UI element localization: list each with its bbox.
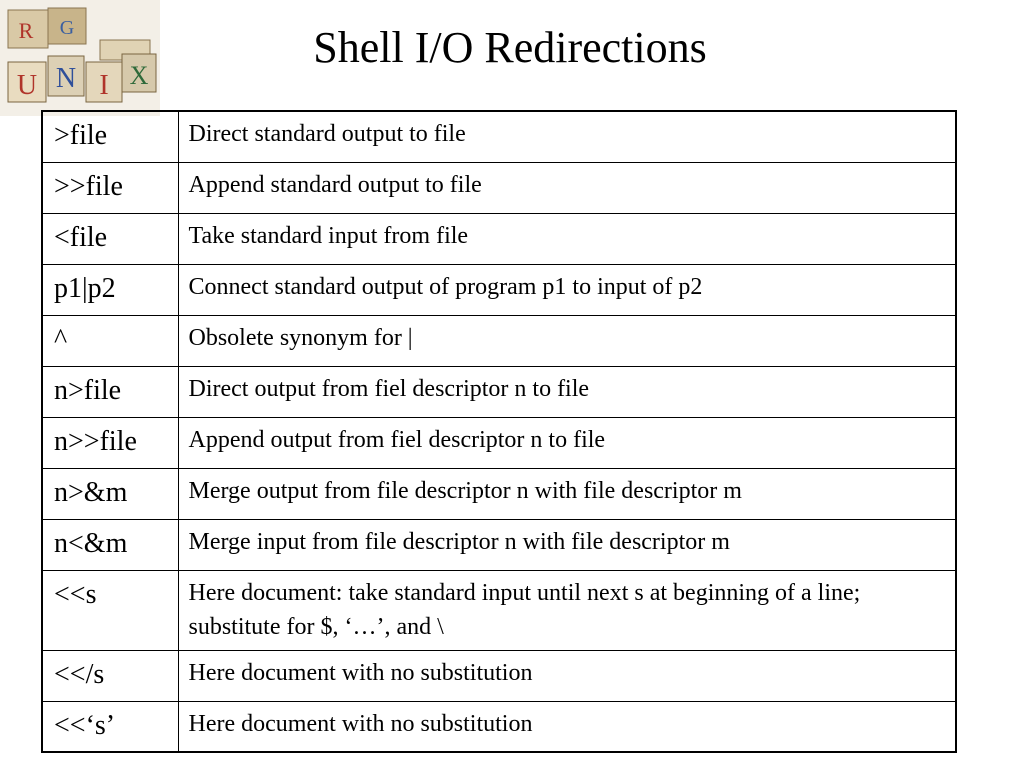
operator-cell: n>>file <box>42 417 178 468</box>
operator-cell: n<&m <box>42 519 178 570</box>
description-cell: Obsolete synonym for | <box>178 315 956 366</box>
redirection-table <box>41 110 957 753</box>
table-row <box>42 570 956 650</box>
description-cell: Here document with no substitution <box>178 650 956 701</box>
table-row <box>42 468 956 519</box>
description-cell: Append output from fiel descriptor n to file <box>178 417 956 468</box>
operator-cell: >file <box>42 111 178 162</box>
table-row <box>42 264 956 315</box>
table-row <box>42 213 956 264</box>
operator-cell: ^ <box>42 315 178 366</box>
unix-alphabet-blocks-icon <box>0 0 160 116</box>
table-row <box>42 417 956 468</box>
description-cell: Merge output from file descriptor n with file descriptor m <box>178 468 956 519</box>
table-row <box>42 366 956 417</box>
table-row <box>42 650 956 701</box>
description-cell: Direct output from fiel descriptor n to file <box>178 366 956 417</box>
description-cell: Merge input from file descriptor n with file descriptor m <box>178 519 956 570</box>
operator-cell: <<s <box>42 570 178 650</box>
operator-cell: n>&m <box>42 468 178 519</box>
slide-title: Shell I/O Redirections <box>313 23 707 72</box>
table-row <box>42 701 956 752</box>
description-cell: Append standard output to file <box>178 162 956 213</box>
svg-text:R: R <box>18 18 34 43</box>
logo-letter: U <box>16 70 38 101</box>
logo-letter: N <box>55 63 77 94</box>
svg-text:G: G <box>59 17 75 39</box>
logo-letter: I <box>99 70 109 101</box>
table-row <box>42 315 956 366</box>
description-cell: Here document: take standard input until next s at beginning of a line; substitute for $, ‘…’, and \ <box>178 570 956 650</box>
operator-cell: <<‘s’ <box>42 701 178 752</box>
operator-cell: <file <box>42 213 178 264</box>
operator-cell: p1|p2 <box>42 264 178 315</box>
operator-cell: >>file <box>42 162 178 213</box>
operator-cell: n>file <box>42 366 178 417</box>
description-cell: Direct standard output to file <box>178 111 956 162</box>
table-row <box>42 162 956 213</box>
description-cell: Take standard input from file <box>178 213 956 264</box>
table-row <box>42 519 956 570</box>
logo-letter: X <box>129 61 149 90</box>
operator-cell: <</s <box>42 650 178 701</box>
description-cell: Connect standard output of program p1 to input of p2 <box>178 264 956 315</box>
description-cell: Here document with no substitution <box>178 701 956 752</box>
table-row <box>42 111 956 162</box>
